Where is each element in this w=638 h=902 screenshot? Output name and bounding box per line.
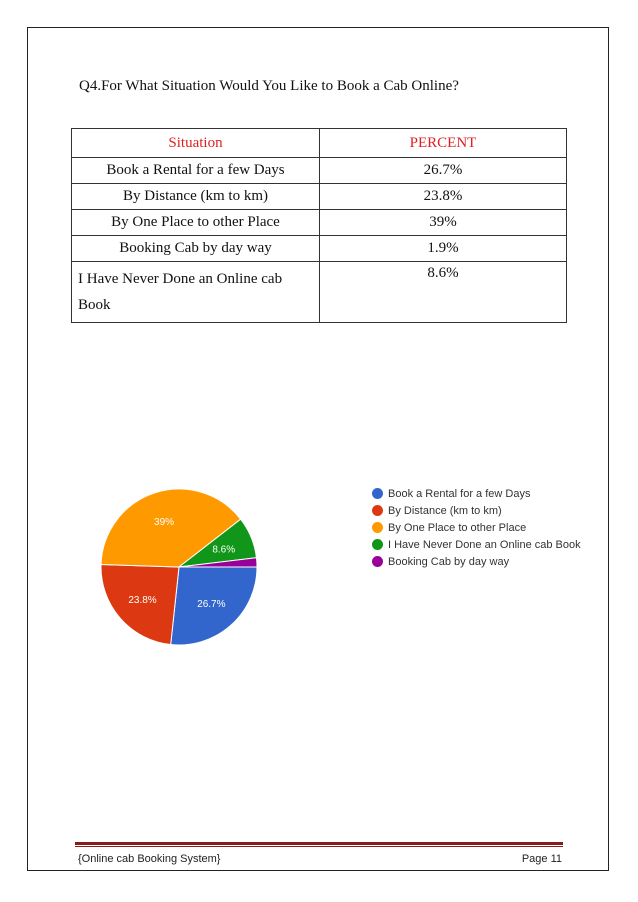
slice-label: 8.6% xyxy=(212,544,236,556)
footer-title: {Online cab Booking System} xyxy=(78,853,221,865)
slice-label: 23.8% xyxy=(128,594,157,606)
legend-item xyxy=(372,536,581,553)
header-percent: PERCENT xyxy=(320,129,567,158)
situation-cell: By Distance (km to km) xyxy=(72,184,320,210)
pie-svg xyxy=(90,470,290,670)
legend-item xyxy=(372,553,581,570)
chart-legend xyxy=(372,485,581,570)
legend-swatch xyxy=(372,522,383,533)
table-row xyxy=(72,210,567,236)
percent-cell: 26.7% xyxy=(320,158,567,184)
table-row xyxy=(72,184,567,210)
table-row xyxy=(72,158,567,184)
legend-item xyxy=(372,502,581,519)
legend-label: Book a Rental for a few Days xyxy=(388,487,531,500)
page-number: Page 11 xyxy=(521,853,562,865)
situation-cell: Book a Rental for a few Days xyxy=(72,158,320,184)
situation-cell: By One Place to other Place xyxy=(72,210,320,236)
percent-cell: 23.8% xyxy=(320,184,567,210)
legend-item xyxy=(372,519,581,536)
legend-label: By One Place to other Place xyxy=(388,521,527,534)
legend-swatch xyxy=(372,556,383,567)
legend-swatch xyxy=(372,505,383,516)
legend-label: Booking Cab by day way xyxy=(388,555,510,568)
legend-item xyxy=(372,485,581,502)
footer-rule xyxy=(75,842,563,845)
footer-rule-thin xyxy=(75,846,563,847)
survey-table xyxy=(71,128,567,323)
slice-label: 39% xyxy=(154,517,175,529)
table-row xyxy=(72,236,567,262)
percent-cell: 8.6% xyxy=(320,262,567,323)
percent-cell: 39% xyxy=(320,210,567,236)
situation-cell: Booking Cab by day way xyxy=(72,236,320,262)
slice-label: 26.7% xyxy=(197,598,226,610)
legend-label: I Have Never Done an Online cab Book xyxy=(388,538,581,551)
percent-cell: 1.9% xyxy=(320,236,567,262)
question-heading: Q4.For What Situation Would You Like to Book a Cab Online? xyxy=(79,78,459,94)
situation-cell: I Have Never Done an Online cab Book xyxy=(72,262,320,323)
pie-chart xyxy=(90,470,590,670)
header-situation: Situation xyxy=(72,129,320,158)
legend-label: By Distance (km to km) xyxy=(388,504,502,517)
legend-swatch xyxy=(372,488,383,499)
table-row xyxy=(72,262,567,323)
legend-swatch xyxy=(372,539,383,550)
table-header-row xyxy=(72,129,567,158)
